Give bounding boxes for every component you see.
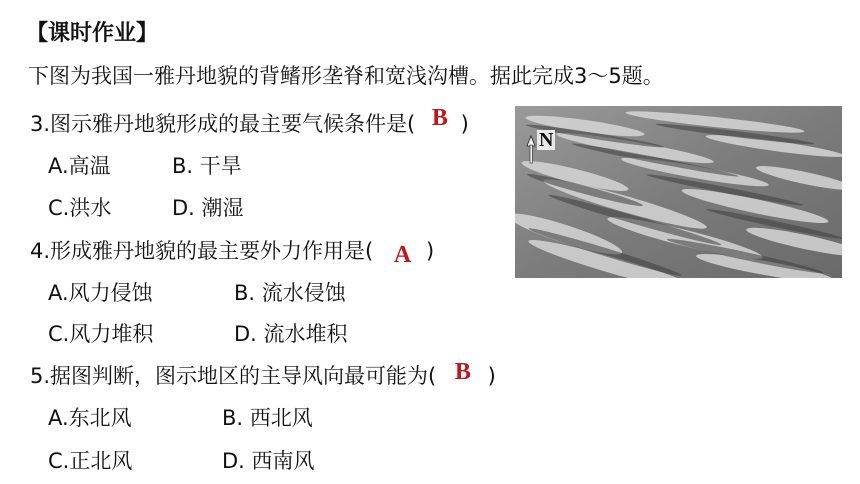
question-3-stem: 3.图示雅丹地貌形成的最主要气候条件是( (30, 112, 416, 136)
yardang-photo-illustration (515, 106, 842, 278)
q3-option-d: D. 潮湿 (172, 196, 244, 220)
question-4-answer: A (393, 242, 412, 268)
q3-option-b: B. 干旱 (172, 154, 242, 178)
intro-text: 下图为我国一雅丹地貌的背鳍形垄脊和宽浅沟槽。据此完成3～5题。 (28, 64, 664, 88)
question-3-close: ) (460, 112, 469, 136)
q4-option-a: A.风力侵蚀 (48, 281, 153, 305)
q3-option-c: C.洪水 (48, 196, 112, 220)
question-5-close: ) (487, 364, 496, 388)
north-label: N (539, 129, 554, 151)
section-heading: 【课时作业】 (26, 21, 159, 46)
question-5-stem: 5.据图判断，图示地区的主导风向最可能为( (30, 364, 437, 388)
q5-option-c: C.正北风 (48, 449, 133, 473)
q5-option-d: D. 西南风 (222, 449, 315, 473)
q5-option-b: B. 西北风 (222, 406, 313, 430)
q4-option-b: B. 流水侵蚀 (234, 281, 346, 305)
question-4-stem: 4.形成雅丹地貌的最主要外力作用是( (30, 239, 374, 263)
question-3 (30, 105, 469, 138)
question-3-answer: B (431, 105, 448, 131)
question-5 (30, 360, 496, 390)
question-4 (30, 235, 435, 268)
yardang-photo (515, 106, 842, 278)
q3-option-a: A.高温 (48, 154, 111, 178)
question-5-answer: B (454, 359, 471, 385)
q4-option-d: D. 流水堆积 (234, 322, 348, 346)
q4-option-c: C.风力堆积 (48, 322, 154, 346)
q5-option-a: A.东北风 (48, 406, 132, 430)
question-4-close: ) (425, 239, 435, 263)
